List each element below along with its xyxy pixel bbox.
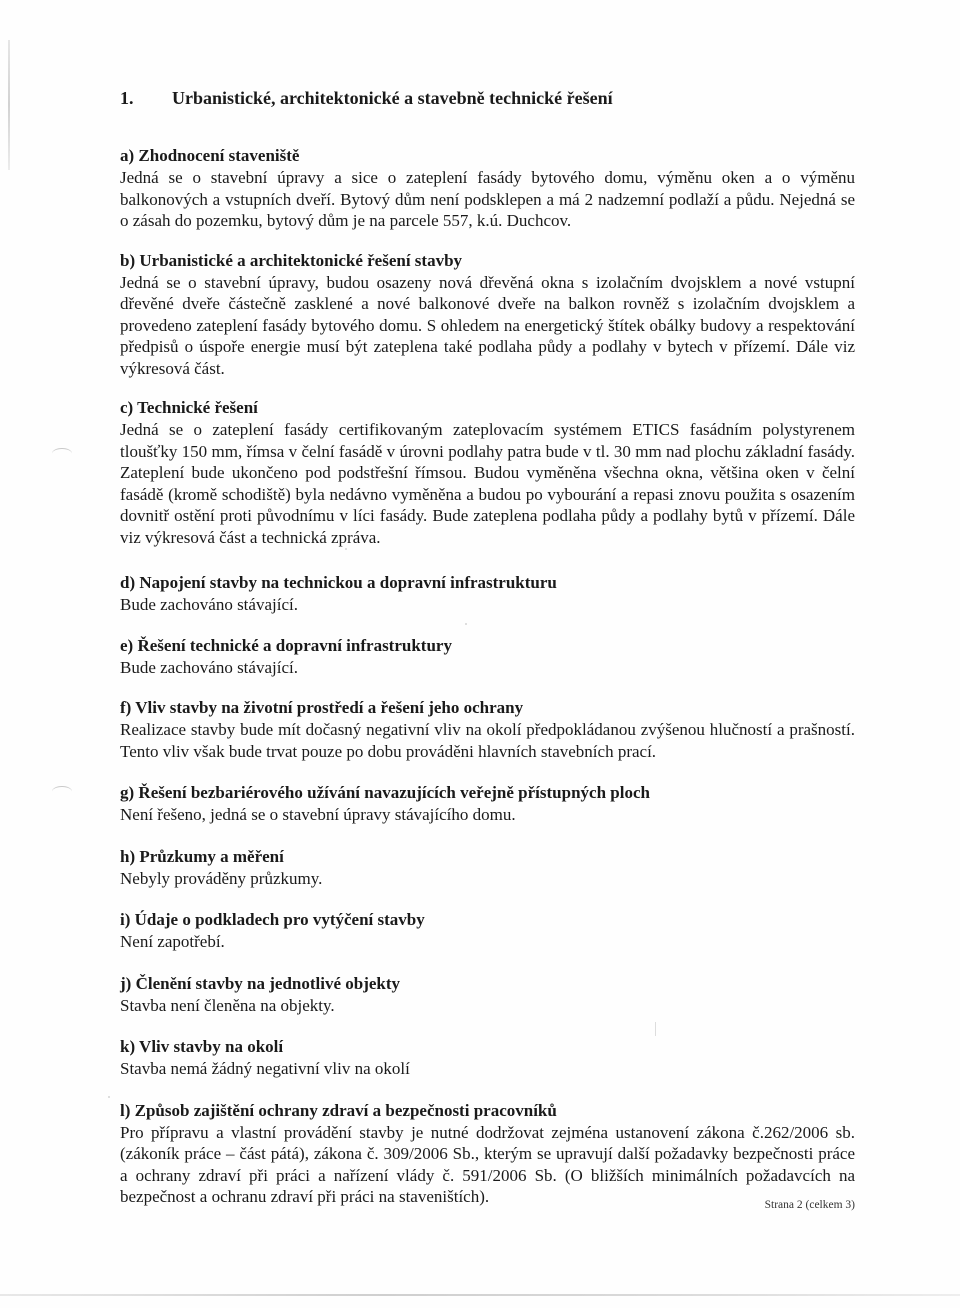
section-heading: k) Vliv stavby na okolí xyxy=(120,1037,284,1056)
section-heading: e) Řešení technické a dopravní infrastruktury xyxy=(120,635,452,655)
section-body: Stavba není členěna na objekty. xyxy=(120,995,335,1015)
section-body: Jedná se o zateplení fasády certifikovaným zateplovacím systémem ETICS fasádním polystyrenem tloušťky 150 mm, římsa v čelní fasádě v úrovni podlahy patra bude v tl. 30 mm nad plochu základní fasády. Zateplení bude ukončeno pod podstřešní římsou. Budou vyměněna všechna okna, většina oken v čelní fasádě (kromě schodiště) byla nedávno vyměněna a budou po vybourání a repasi znovu použita s osazením dovnitř ostění proti původnímu v líci fasády. Bude zateplena podlaha půdy a podlahy bytů v přízemí. Dále viz výkresová část a technická zpráva. xyxy=(120,420,855,547)
section-a xyxy=(120,145,855,232)
section-body: Bude zachováno stávající. xyxy=(120,595,298,614)
section-body: Jedná se o stavební úpravy, budou osazeny nová dřevěná okna s izolačním dvojsklem a nové vstupní dřevěné dveře částečně zasklené a nové balkonové dveře na balkon rovněž s izolačním dvojsklem a provedeno zateplení fasády bytového domu. S ohledem na energetický štítek obálky budovy a respektování předpisů o úspoře energie musí být zateplena také podlaha půdy a podlahy v bytech v přízemí. Dále viz výkresová část. xyxy=(120,272,855,378)
scan-bottom-edge xyxy=(0,1294,960,1296)
section-heading: j) Členění stavby na jednotlivé objekty xyxy=(120,973,401,993)
section-body: Není zapotřebí. xyxy=(120,932,225,951)
section-e xyxy=(120,635,855,679)
section-f xyxy=(120,697,855,762)
scan-edge-artifact xyxy=(8,40,10,170)
section-body: Nebyly prováděny průzkumy. xyxy=(120,868,323,888)
section-body: Není řešeno, jedná se o stavební úpravy stávajícího domu. xyxy=(120,805,516,824)
title-number: 1. xyxy=(120,88,134,108)
document-title xyxy=(120,86,855,110)
title-text: Urbanistické, architektonické a stavebně technické řešení xyxy=(172,88,613,108)
scan-speck xyxy=(108,1096,110,1098)
section-heading: i) Údaje o podkladech pro vytýčení stavby xyxy=(120,910,425,929)
section-body: Pro přípravu a vlastní provádění stavby je nutné dodržovat zejména ustanovení zákona č.262/2006 sb. (zákoník práce – část pátá), zákona č. 309/2006 Sb., kterým se upravují další požadavky bezpečnosti práce a ochrany zdraví při práci a nařízení vlády č. 591/2006 Sb. (O bližších minimálních požadavcích na bezpečnost a ochranu zdraví při práci na staveništích). xyxy=(120,1122,855,1206)
section-heading: h) Průzkumy a měření xyxy=(120,846,284,866)
section-c xyxy=(120,397,855,548)
section-d xyxy=(120,572,855,616)
section-heading: d) Napojení stavby na technickou a dopravní infrastrukturu xyxy=(120,573,557,592)
section-heading: b) Urbanistické a architektonické řešení stavby xyxy=(120,250,463,270)
section-b xyxy=(120,250,855,380)
punch-hole-mark xyxy=(52,448,72,459)
section-heading: a) Zhodnocení staveniště xyxy=(120,146,300,165)
section-heading: l) Způsob zajištění ochrany zdraví a bezpečnosti pracovníků xyxy=(120,1100,557,1120)
section-heading: g) Řešení bezbariérového užívání navazujících veřejně přístupných ploch xyxy=(120,783,650,802)
section-body: Realizace stavby bude mít dočasný negativní vliv na okolí předpokládanou zvýšenou hlučností a prašností. Tento vliv však bude trvat pouze po dobu prováděni hlavních stavebních prací. xyxy=(120,720,855,761)
section-j xyxy=(120,973,855,1017)
section-i xyxy=(120,909,855,953)
section-k xyxy=(120,1036,855,1080)
section-body: Bude zachováno stávající. xyxy=(120,657,298,677)
section-body: Stavba nemá žádný negativní vliv na okolí xyxy=(120,1059,410,1078)
section-heading: f) Vliv stavby na životní prostředí a řešení jeho ochrany xyxy=(120,698,524,717)
document-content xyxy=(120,86,855,1208)
section-g xyxy=(120,782,855,826)
page-footer: Strana 2 (celkem 3) xyxy=(764,1199,855,1211)
section-h xyxy=(120,846,855,890)
section-heading: c) Technické řešení xyxy=(120,398,258,417)
section-body: Jedná se o stavební úpravy a sice o zateplení fasády bytového domu, výměnu oken a o výměnu balkonových a vstupních dveří. Bytový dům není podsklepen a má 2 nadzemní podlaží a půdu. Nejedná se o zásah do pozemku, bytový dům je na parcele 557, k.ú. Duchcov. xyxy=(120,168,855,230)
punch-hole-mark xyxy=(52,786,72,797)
section-l xyxy=(120,1100,855,1208)
